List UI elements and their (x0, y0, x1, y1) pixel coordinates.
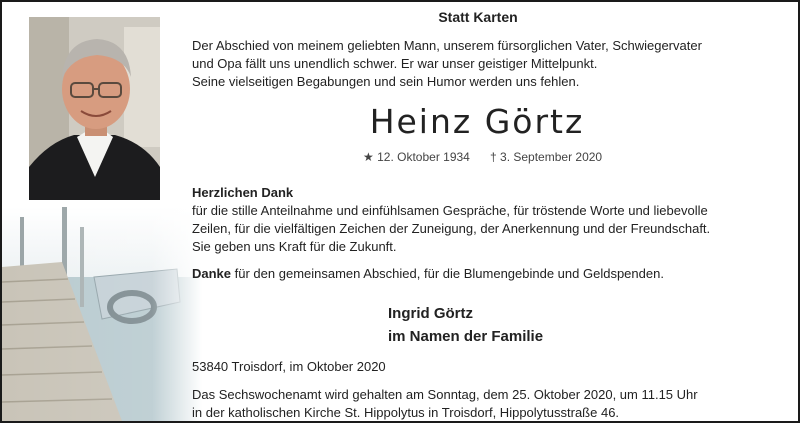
death-date-row (490, 148, 602, 166)
cross-icon: † (490, 150, 497, 164)
birth-date-row (363, 148, 470, 166)
thanks-heading: Herzlichen Dank (192, 185, 294, 200)
header-title: Statt Karten (438, 9, 518, 25)
portrait-photo (29, 17, 160, 200)
signature-name: Ingrid Görtz (388, 305, 473, 322)
thanks-line-2: Zeilen, für die vielfältigen Zeichen der Zuneigung, der Anerkennung und der Freundschaft. (192, 221, 711, 236)
danke-line (192, 265, 664, 283)
mass-line-2: in der katholischen Kirche St. Hippolytus in Troisdorf, Hippolytusstraße 46. (192, 405, 620, 420)
birth-date: 12. Oktober 1934 (377, 150, 470, 164)
jetty-background-photo (2, 207, 202, 421)
signature-family: im Namen der Familie (388, 328, 544, 345)
thanks-line-1: für die stille Anteilnahme und einfühlsamen Gespräche, für tröstende Worte und liebevolle (192, 203, 708, 218)
thanks-line-3: Sie geben uns Kraft für die Zukunft. (192, 239, 397, 254)
intro-line-3: Seine vielseitigen Begabungen und sein Humor werden uns fehlen. (192, 74, 580, 89)
place-date: 53840 Troisdorf, im Oktober 2020 (192, 359, 386, 374)
intro-line-1: Der Abschied von meinem geliebten Mann, unserem fürsorglichen Vater, Schwiegervater (192, 38, 702, 53)
intro-line-2: und Opa fällt uns unendlich schwer. Er war unser geistiger Mittelpunkt. (192, 56, 598, 71)
danke-word: Danke (192, 266, 232, 281)
mass-line-1: Das Sechswochenamt wird gehalten am Sonntag, dem 25. Oktober 2020, um 11.15 Uhr (192, 387, 698, 402)
deceased-name: Heinz Görtz (369, 102, 585, 141)
danke-rest: für den gemeinsamen Abschied, für die Blumengebinde und Geldspenden. (231, 266, 664, 281)
star-icon: ★ (363, 150, 374, 164)
death-date: 3. September 2020 (500, 150, 603, 164)
